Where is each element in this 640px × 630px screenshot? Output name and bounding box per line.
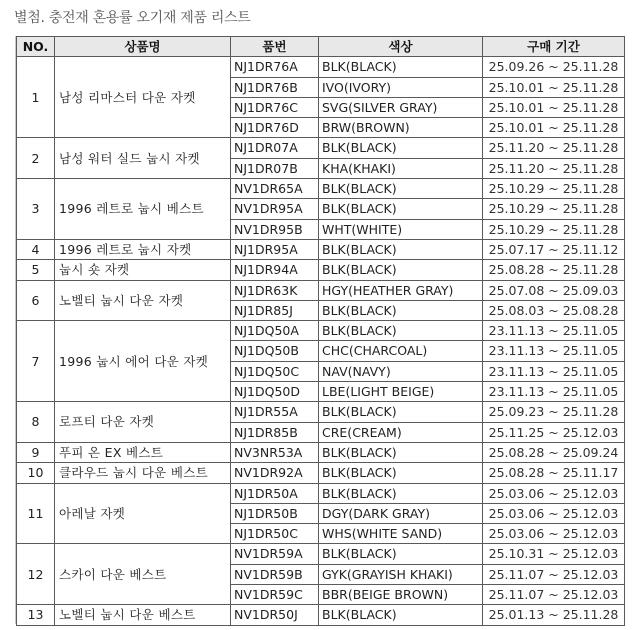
- product-code: NV1DR59B: [231, 564, 319, 584]
- product-color: BLK(BLACK): [319, 300, 483, 320]
- product-color: WHT(WHITE): [319, 219, 483, 239]
- product-color: BLK(BLACK): [319, 483, 483, 503]
- purchase-period: 23.11.13 ~ 25.11.05: [483, 341, 625, 361]
- product-color: BLK(BLACK): [319, 402, 483, 422]
- product-color: KHA(KHAKI): [319, 158, 483, 178]
- header-product-code: 품번: [231, 37, 319, 57]
- product-code: NV1DR95B: [231, 219, 319, 239]
- purchase-period: 25.10.01 ~ 25.11.28: [483, 77, 625, 97]
- table-row: [17, 239, 625, 259]
- product-name: 1996 눕시 에어 다운 자켓: [55, 321, 231, 402]
- row-number: 5: [17, 260, 55, 280]
- product-color: BLK(BLACK): [319, 239, 483, 259]
- row-number: 12: [17, 544, 55, 605]
- purchase-period: 25.08.28 ~ 25.09.24: [483, 442, 625, 462]
- table-row: [17, 463, 625, 483]
- purchase-period: 23.11.13 ~ 25.11.05: [483, 361, 625, 381]
- purchase-period: 25.08.28 ~ 25.11.17: [483, 463, 625, 483]
- product-color: CHC(CHARCOAL): [319, 341, 483, 361]
- product-code: NJ1DQ50D: [231, 382, 319, 402]
- table-row: [17, 483, 625, 503]
- product-color: BLK(BLACK): [319, 138, 483, 158]
- purchase-period: 23.11.13 ~ 25.11.05: [483, 382, 625, 402]
- purchase-period: 25.07.17 ~ 25.11.12: [483, 239, 625, 259]
- table-header-row: [17, 37, 625, 57]
- purchase-period: 25.10.01 ~ 25.11.28: [483, 118, 625, 138]
- product-code: NV3NR53A: [231, 442, 319, 462]
- table-row: [17, 402, 625, 422]
- product-code: NJ1DR50A: [231, 483, 319, 503]
- row-number: 4: [17, 239, 55, 259]
- table-row: [17, 442, 625, 462]
- product-code: NJ1DR94A: [231, 260, 319, 280]
- product-name: 클라우드 눕시 다운 베스트: [55, 463, 231, 483]
- product-color: BLK(BLACK): [319, 321, 483, 341]
- purchase-period: 25.11.20 ~ 25.11.28: [483, 138, 625, 158]
- product-color: IVO(IVORY): [319, 77, 483, 97]
- purchase-period: 25.03.06 ~ 25.12.03: [483, 503, 625, 523]
- product-name: 푸피 온 EX 베스트: [55, 442, 231, 462]
- product-name: 아레날 자켓: [55, 483, 231, 544]
- product-code: NJ1DR63K: [231, 280, 319, 300]
- purchase-period: 25.11.20 ~ 25.11.28: [483, 158, 625, 178]
- table-row: [17, 138, 625, 158]
- product-color: CRE(CREAM): [319, 422, 483, 442]
- purchase-period: 25.09.23 ~ 25.11.28: [483, 402, 625, 422]
- product-color: BBR(BEIGE BROWN): [319, 585, 483, 605]
- product-name: 1996 레트로 눕시 베스트: [55, 179, 231, 240]
- purchase-period: 25.11.07 ~ 25.12.03: [483, 564, 625, 584]
- purchase-period: 25.08.03 ~ 25.08.28: [483, 300, 625, 320]
- product-color: LBE(LIGHT BEIGE): [319, 382, 483, 402]
- product-name: 노벨티 눕시 다운 자켓: [55, 280, 231, 321]
- row-number: 13: [17, 605, 55, 625]
- product-code: NJ1DR85B: [231, 422, 319, 442]
- purchase-period: 25.03.06 ~ 25.12.03: [483, 483, 625, 503]
- product-code: NJ1DR76C: [231, 97, 319, 117]
- header-product-name: 상품명: [55, 37, 231, 57]
- product-color: BRW(BROWN): [319, 118, 483, 138]
- row-number: 11: [17, 483, 55, 544]
- purchase-period: 25.10.31 ~ 25.12.03: [483, 544, 625, 564]
- purchase-period: 25.10.29 ~ 25.11.28: [483, 199, 625, 219]
- purchase-period: 25.10.29 ~ 25.11.28: [483, 219, 625, 239]
- row-number: 2: [17, 138, 55, 179]
- product-color: NAV(NAVY): [319, 361, 483, 381]
- purchase-period: 25.10.29 ~ 25.11.28: [483, 179, 625, 199]
- purchase-period: 25.03.06 ~ 25.12.03: [483, 524, 625, 544]
- product-color: BLK(BLACK): [319, 57, 483, 77]
- product-code: NV1DR65A: [231, 179, 319, 199]
- product-color: BLK(BLACK): [319, 260, 483, 280]
- purchase-period: 25.11.25 ~ 25.12.03: [483, 422, 625, 442]
- product-table: [16, 36, 625, 626]
- product-color: BLK(BLACK): [319, 605, 483, 625]
- product-name: 1996 레트로 눕시 자켓: [55, 239, 231, 259]
- product-code: NJ1DR50C: [231, 524, 319, 544]
- purchase-period: 23.11.13 ~ 25.11.05: [483, 321, 625, 341]
- product-code: NV1DR59A: [231, 544, 319, 564]
- product-code: NJ1DR07A: [231, 138, 319, 158]
- product-name: 스카이 다운 베스트: [55, 544, 231, 605]
- product-name: 로프티 다운 자켓: [55, 402, 231, 443]
- row-number: 6: [17, 280, 55, 321]
- product-name: 남성 리마스터 다운 자켓: [55, 57, 231, 138]
- row-number: 10: [17, 463, 55, 483]
- product-code: NV1DR95A: [231, 199, 319, 219]
- purchase-period: 25.11.07 ~ 25.12.03: [483, 585, 625, 605]
- product-code: NJ1DQ50B: [231, 341, 319, 361]
- table-row: [17, 57, 625, 77]
- purchase-period: 25.08.28 ~ 25.11.28: [483, 260, 625, 280]
- row-number: 7: [17, 321, 55, 402]
- table-row: [17, 544, 625, 564]
- product-color: DGY(DARK GRAY): [319, 503, 483, 523]
- product-code: NJ1DR76D: [231, 118, 319, 138]
- product-color: BLK(BLACK): [319, 179, 483, 199]
- product-code: NV1DR59C: [231, 585, 319, 605]
- product-name: 눕시 숏 자켓: [55, 260, 231, 280]
- table-row: [17, 260, 625, 280]
- table-row: [17, 280, 625, 300]
- product-color: BLK(BLACK): [319, 463, 483, 483]
- product-code: NJ1DR07B: [231, 158, 319, 178]
- product-color: BLK(BLACK): [319, 442, 483, 462]
- product-code: NJ1DR95A: [231, 239, 319, 259]
- product-name: 남성 워터 실드 눕시 자켓: [55, 138, 231, 179]
- product-code: NJ1DQ50C: [231, 361, 319, 381]
- document-title: 별첨. 충전재 혼용률 오기재 제품 리스트: [14, 10, 251, 26]
- product-name: 노벨티 눕시 다운 베스트: [55, 605, 231, 625]
- product-code: NJ1DR55A: [231, 402, 319, 422]
- header-color: 색상: [319, 37, 483, 57]
- table-row: [17, 605, 625, 625]
- product-color: GYK(GRAYISH KHAKI): [319, 564, 483, 584]
- product-color: WHS(WHITE SAND): [319, 524, 483, 544]
- product-color: BLK(BLACK): [319, 199, 483, 219]
- header-purchase-period: 구매 기간: [483, 37, 625, 57]
- product-code: NJ1DR76A: [231, 57, 319, 77]
- table-row: [17, 321, 625, 341]
- purchase-period: 25.01.13 ~ 25.11.28: [483, 605, 625, 625]
- row-number: 1: [17, 57, 55, 138]
- product-code: NV1DR92A: [231, 463, 319, 483]
- product-code: NJ1DR85J: [231, 300, 319, 320]
- product-color: BLK(BLACK): [319, 544, 483, 564]
- product-code: NJ1DQ50A: [231, 321, 319, 341]
- purchase-period: 25.09.26 ~ 25.11.28: [483, 57, 625, 77]
- product-code: NJ1DR50B: [231, 503, 319, 523]
- product-color: SVG(SILVER GRAY): [319, 97, 483, 117]
- product-code: NV1DR50J: [231, 605, 319, 625]
- header-no: NO.: [17, 37, 55, 57]
- product-code: NJ1DR76B: [231, 77, 319, 97]
- row-number: 9: [17, 442, 55, 462]
- purchase-period: 25.07.08 ~ 25.09.03: [483, 280, 625, 300]
- purchase-period: 25.10.01 ~ 25.11.28: [483, 97, 625, 117]
- row-number: 8: [17, 402, 55, 443]
- table-body: [17, 57, 625, 625]
- product-color: HGY(HEATHER GRAY): [319, 280, 483, 300]
- row-number: 3: [17, 179, 55, 240]
- table-row: [17, 179, 625, 199]
